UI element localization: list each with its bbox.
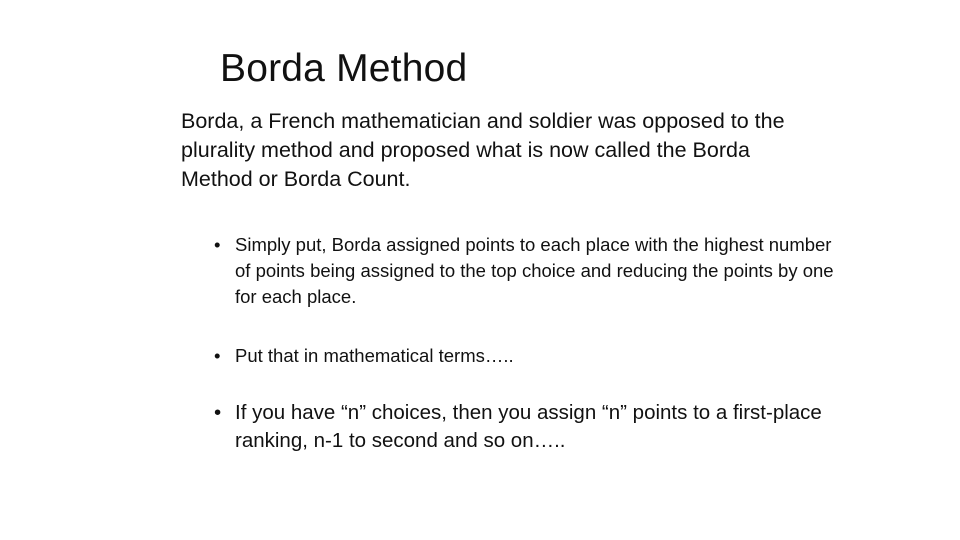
bullet-dot-icon: • bbox=[214, 345, 221, 366]
bullet-dot-icon: • bbox=[214, 234, 221, 255]
intro-paragraph: Borda, a French mathematician and soldier was opposed to the plurality method and proposed what is now called the Borda Method or Borda Count. bbox=[181, 109, 785, 191]
bullet-item-n-choices bbox=[214, 399, 834, 455]
bullet-text: Put that in mathematical terms….. bbox=[235, 345, 514, 366]
bullet-item-points-assignment bbox=[214, 232, 834, 310]
bullet-list bbox=[214, 232, 834, 455]
bullet-text: If you have “n” choices, then you assign “n” points to a first-place ranking, n-1 to second and so on….. bbox=[235, 401, 822, 452]
bullet-item-mathematical-terms bbox=[214, 343, 834, 369]
slide-title: Borda Method bbox=[220, 47, 468, 90]
bullet-text: Simply put, Borda assigned points to each place with the highest number of points being assigned to the top choice and reducing the points by one for each place. bbox=[235, 234, 834, 307]
bullet-dot-icon: • bbox=[214, 401, 222, 424]
